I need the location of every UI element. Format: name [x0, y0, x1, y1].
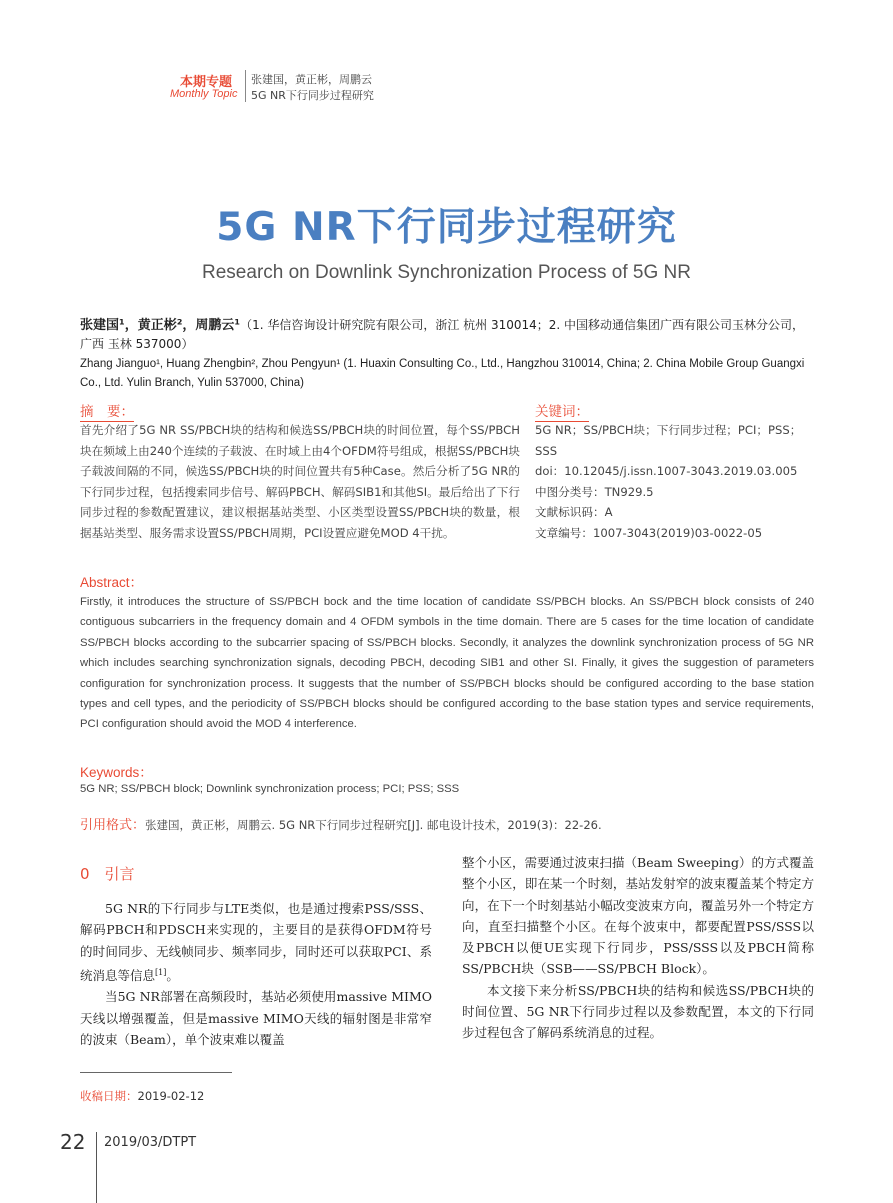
paper-title: 5G NR下行同步过程研究 [216, 205, 677, 250]
author-names-cn: 张建国¹，黄正彬²，周鹏云¹ [80, 318, 241, 333]
section-heading: 0 引言 [80, 865, 135, 883]
authors-en: Zhang Jianguo¹, Huang Zhengbin², Zhou Pengyun¹ (1. Huaxin Consulting Co., Ltd., Hangzhou 310014, China; 2. China Mobile Group Guangxi Co., Ltd. Yulin Branch, Yulin 537000, China) [80, 358, 805, 389]
paragraph-2: 当5G NR部署在高频段时，基站必须使用massive MIMO天线以增强覆盖，但是massive MIMO天线的辐射图是非常窄的波束（Beam），单个波束难以覆盖 [80, 989, 432, 1047]
paragraph-1: 5G NR的下行同步与LTE类似，也是通过搜索PSS/SSS、解码PBCH和PDSCH来实现的，主要目的是获得OFDM符号的时间同步、无线帧同步、频率同步，同时还可以获取PCI、系统消息等信息[1]。 [80, 901, 432, 984]
doc-code-row: 文献标识码：A [535, 505, 613, 519]
abstract-cn: 首先介绍了5G NR SS/PBCH块的结构和候选SS/PBCH块的时间位置，每个SS/PBCH块在频域上由240个连续的子载波、在时域上由4个OFDM符号组成，根据SS/PBCH块子载波间隔的不同，候选SS/PBCH块的时间位置共有5种Case。然后分析了5G NR的下行同步过程，包括搜索同步信号、解码PBCH、解码SIB1和其他SI。最后给出了下行同步过程的参数配置建议，建议根据基站类型、小区类型设置SS/PBCH块的数量，根据基站类型、服务需求设置SS/PBCH周期，PCI设置应避免MOD 4干扰。 [80, 423, 520, 540]
keywords-cn: 5G NR；SS/PBCH块；下行同步过程；PCI；PSS；SSS [535, 423, 802, 458]
footnote-divider [80, 1072, 232, 1073]
journal-issue: 2019/03/DTPT [104, 1135, 197, 1150]
paper-subtitle: Research on Downlink Synchronization Process of 5G NR [202, 262, 691, 283]
section-label-en: Monthly Topic [170, 88, 238, 100]
reference-marker[interactable]: [1] [155, 967, 167, 977]
page-number: 22 [60, 1130, 86, 1154]
abstract-en: Firstly, it introduces the structure of SS/PBCH bock and the time location of candidate SS/PBCH blocks. An SS/PBCH block consists of 240 contiguous subcarriers in the frequency domain and 4 OFDM symbols in the time domain. There are 5 cases for the time location of candidate SS/PBCH blocks according to the subcarrier spacing of SS/PBCH blocks. Secondly, it analyzes the downlink synchronization process of 5G NR which includes searching synchronization signals, decoding PBCH, decoding SIB1 and other SI. Finally, it gives the suggestion of parameters configuration for synchronization process. It suggests that the number of SS/PBCH blocks should be configured according to the base station types and cell types, and the periodicity of SS/PBCH blocks should be configured according to the base station types and service requirements, PCI configuration should avoid the MOD 4 interference. [80, 596, 814, 731]
keywords-label: 关键词： [535, 404, 589, 420]
body-column-right [462, 852, 814, 1044]
paragraph-2-continued: 整个小区，需要通过波束扫描（Beam Sweeping）的方式覆盖整个小区，即在某一个时刻，基站发射窄的波束覆盖某个特定方向，在下一个时刻基站小幅改变波束方向，覆盖另外一个特定方向，直至扫描整个小区。在每个波束中，都要配置PSS/SSS以及PBCH以便UE实现下行同步，PSS/SSS以及PBCH简称SS/PBCH块（SSB——SS/PBCH Block）。 [462, 855, 814, 977]
author-affiliations-cn: （1. 华信咨询设计研究院有限公司，浙江 杭州 310014；2. 中国移动通信集团广西有限公司玉林分公司，广西 玉林 537000） [80, 318, 805, 351]
abstract-en-label: Abstract： [80, 575, 144, 590]
clc-row: 中图分类号：TN929.5 [535, 484, 654, 499]
citation [80, 814, 602, 833]
body-column-left [80, 898, 432, 1050]
doi: doi：10.12045/j.issn.1007-3043.2019.03.005 [535, 464, 798, 478]
authors-cn [80, 316, 814, 354]
header-authors: 张建国，黄正彬，周鹏云 [251, 73, 372, 86]
section-label-cn: 本期专题 [180, 75, 233, 90]
article-no-row: 文章编号：1007-3043(2019)03-0022-05 [535, 525, 763, 540]
keywords-en: 5G NR; SS/PBCH block; Downlink synchronization process; PCI; PSS; SSS [80, 783, 460, 795]
paragraph-3: 本文接下来分析SS/PBCH块的结构和候选SS/PBCH块的时间位置、5G NR下行同步过程以及参数配置，本文的下行同步过程包含了解码系统消息的过程。 [462, 982, 814, 1041]
header-short-title: 5G NR下行同步过程研究 [251, 89, 374, 102]
citation-text: 张建国，黄正彬，周鹏云. 5G NR下行同步过程研究[J]. 邮电设计技术，2019(3)：22-26. [145, 818, 602, 832]
footer-divider [96, 1132, 97, 1203]
citation-label: 引用格式： [80, 818, 146, 833]
header-divider [245, 70, 246, 102]
received-date: 收稿日期：2019-02-12 [80, 1089, 205, 1103]
keywords-en-label: Keywords： [80, 765, 153, 780]
abstract-label: 摘 要： [80, 404, 134, 420]
keywords-info [535, 420, 815, 543]
